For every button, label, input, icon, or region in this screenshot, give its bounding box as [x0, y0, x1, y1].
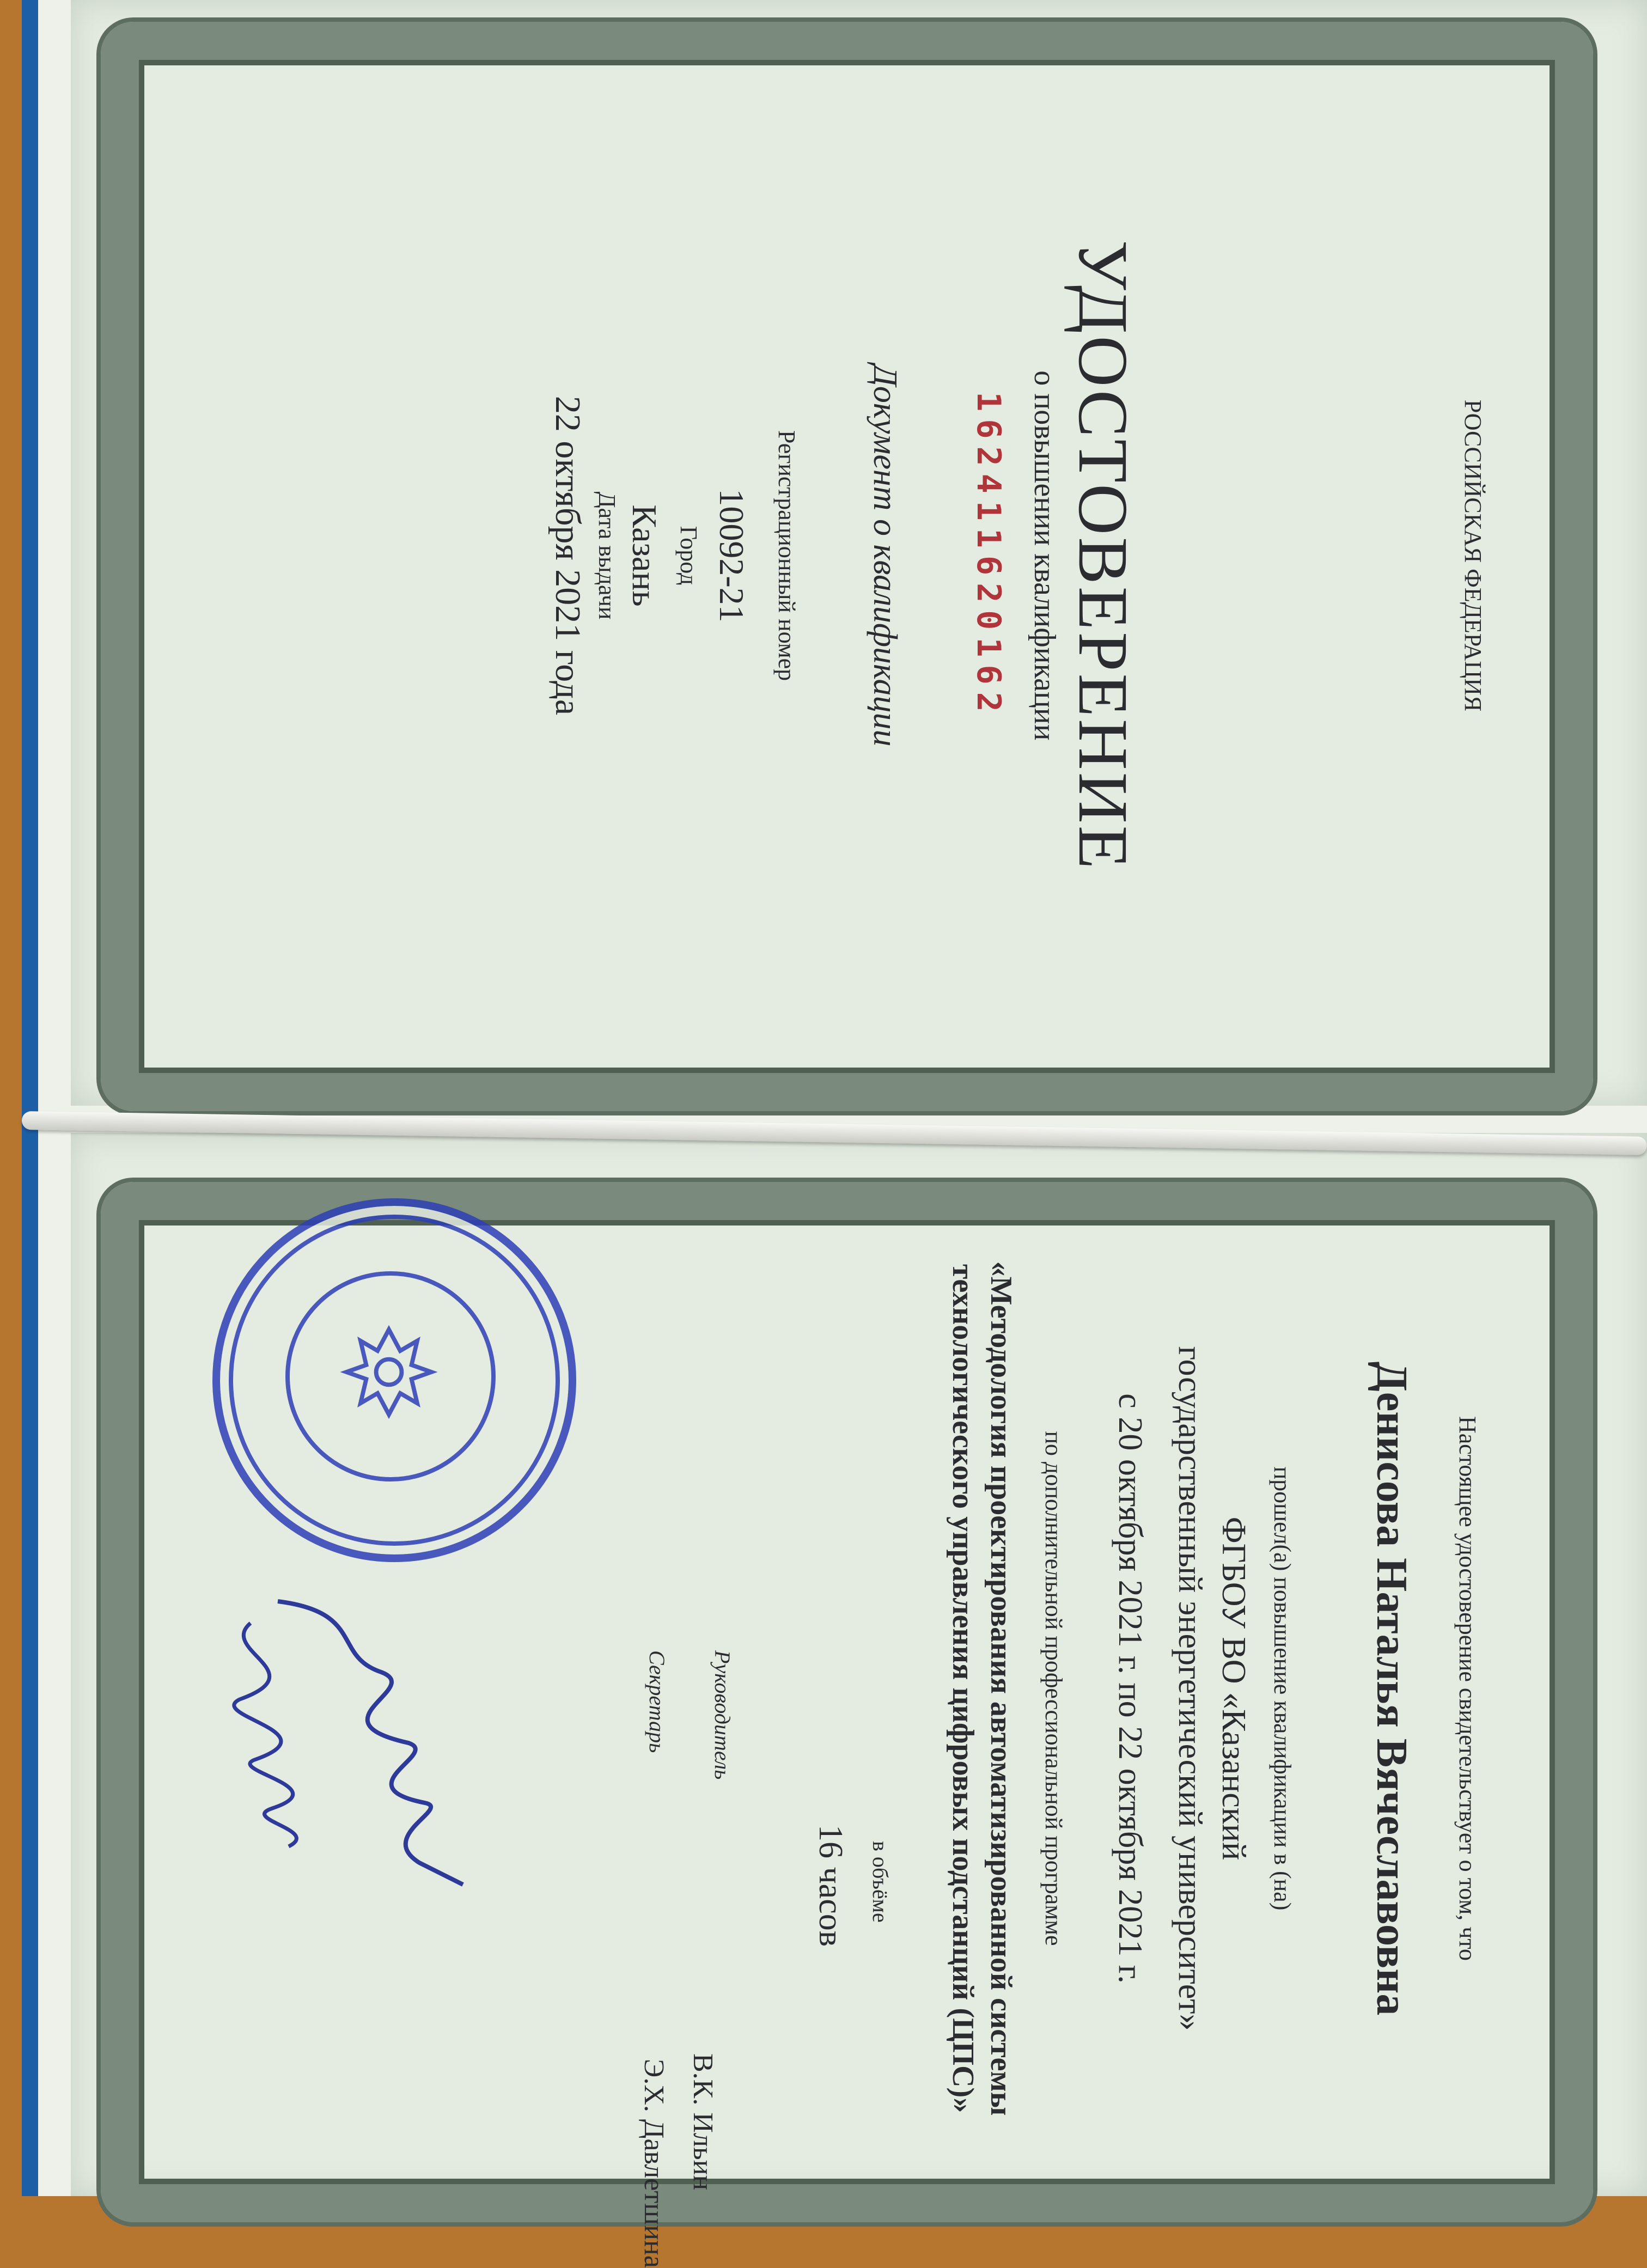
issue-date-label: Дата выдачи [594, 491, 620, 620]
country-label: РОССИЙСКАЯ ФЕДЕРАЦИЯ [1460, 399, 1486, 712]
secretary-signature [207, 1607, 370, 1857]
city-label: Город [675, 526, 702, 586]
intro-text: Настоящее удостоверение свидетельствует о том, что [1454, 1416, 1481, 1961]
organization-line-2: государственный энергетический университет» [1172, 1346, 1209, 2031]
leader-label: Руководитель [710, 1650, 735, 1780]
serial-number: 162411620162 [969, 392, 1008, 720]
document-type: Документ о квалификации [867, 364, 904, 747]
program-label: по дополнительной профессиональной программе [1040, 1431, 1067, 1946]
program-title-line-2: технологического управления цифровых подстанций (ЦПС)» [946, 1264, 980, 2113]
secretary-label: Секретарь [645, 1650, 669, 1753]
issue-date: 22 октября 2021 года [548, 395, 588, 716]
registration-number: 10092-21 [712, 489, 751, 623]
volume-label: в объёме [868, 1841, 893, 1923]
certificate-subtitle: о повышении квалификации [1028, 370, 1062, 741]
left-page-content [93, 76, 1498, 1035]
certificate-title: УДОСТОВЕРЕНИЕ [1064, 240, 1142, 871]
passed-text: прошел(а) повышение квалификации в (на) [1269, 1466, 1296, 1911]
city-value: Казань [625, 504, 664, 607]
eagle-emblem-icon [318, 1301, 460, 1443]
official-stamp [212, 1198, 576, 1562]
leader-name: В.К. Ильин [687, 2053, 718, 2191]
training-period: с 20 октября 2021 г. по 22 октября 2021 г. [1112, 1393, 1149, 1984]
secretary-name: Э.Х. Давлетшина [638, 2059, 669, 2268]
registration-label: Регистрационный номер [773, 430, 800, 681]
program-title-line-1: «Методология проектирования автоматизированной системы [984, 1261, 1018, 2116]
organization-line-1: ФГБОУ ВО «Казанский [1215, 1516, 1252, 1861]
hours-value: 16 часов [812, 1825, 849, 1947]
person-name: Денисова Наталья Вячеславовна [1368, 1361, 1416, 2016]
